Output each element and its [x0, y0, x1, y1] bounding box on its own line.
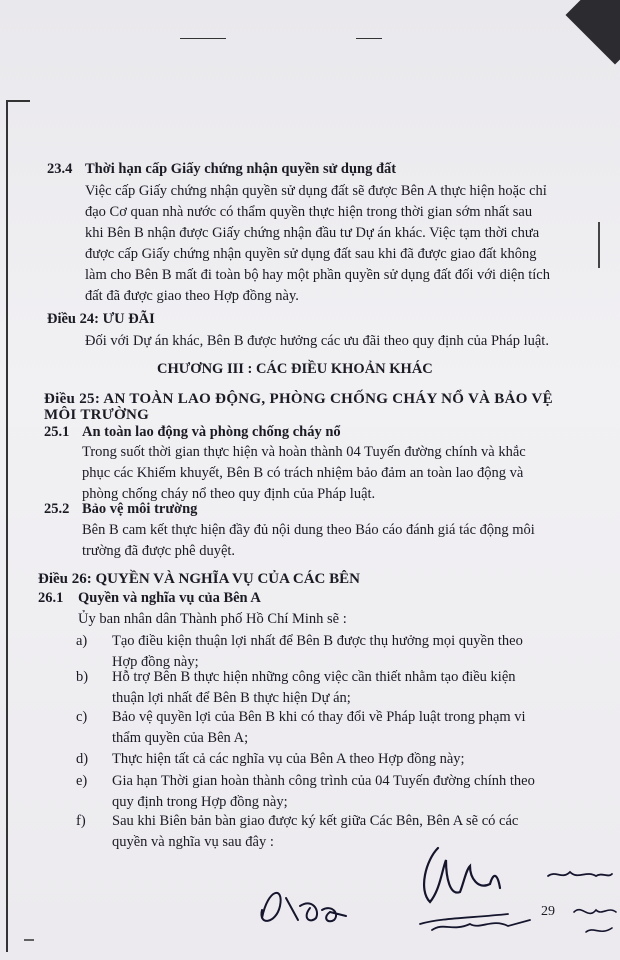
- paragraph-line: Ủy ban nhân dân Thành phố Hồ Chí Minh sẽ :: [78, 611, 347, 627]
- list-letter: f): [76, 813, 86, 829]
- margin-bracket: [6, 100, 30, 952]
- list-item-line: Hỗ trợ Bên B thực hiện những công việc cần thiết nhằm tạo điều kiện: [112, 669, 516, 685]
- section-title: Bảo vệ môi trường: [82, 501, 198, 517]
- header-dash: [180, 38, 226, 39]
- signature-khoa: [261, 893, 346, 921]
- list-item-line: Sau khi Biên bản bàn giao được ký kết giữa Các Bên, Bên A sẽ có các: [112, 813, 519, 829]
- list-letter: e): [76, 773, 88, 789]
- section-number: 23.4: [47, 161, 73, 177]
- paragraph-line: được cấp Giấy chứng nhận quyền sử dụng đất sau khi đã được giao đất không: [85, 246, 537, 262]
- article-heading: Điều 25: AN TOÀN LAO ĐỘNG, PHÒNG CHỐNG CHÁY NỔ VÀ BẢO VỆ: [44, 391, 553, 407]
- paragraph-line: Trong suốt thời gian thực hiện và hoàn thành 04 Tuyến đường chính và khắc: [82, 444, 526, 460]
- initials-bottom-right: [574, 910, 616, 932]
- list-letter: b): [76, 669, 89, 685]
- header-dash: [356, 38, 382, 39]
- section-number: 26.1: [38, 590, 64, 606]
- paragraph-line: Đối với Dự án khác, Bên B được hưởng các ưu đãi theo quy định của Pháp luật.: [85, 333, 549, 349]
- signature-main: [424, 848, 500, 902]
- paragraph-line: đạo Cơ quan nhà nước có thẩm quyền thực hiện trong thời gian sớm nhất sau: [85, 204, 533, 220]
- list-item-line: Bảo vệ quyền lợi của Bên B khi có thay đổi về Pháp luật trong phạm vi: [112, 709, 526, 725]
- signatures: [0, 840, 620, 960]
- initials-top-right: [548, 872, 612, 876]
- section-number: 25.2: [44, 501, 70, 517]
- paragraph-line: làm cho Bên B mất đi toàn bộ hay một phần quyền sử dụng đất đối với diện tích: [85, 267, 550, 283]
- paragraph-line: Việc cấp Giấy chứng nhận quyền sử dụng đất sẽ được Bên A thực hiện hoặc chỉ: [85, 183, 547, 199]
- list-item-line: Thực hiện tất cả các nghĩa vụ của Bên A theo Hợp đồng này;: [112, 751, 465, 767]
- list-item-line: Hợp đồng này;: [112, 654, 199, 670]
- signature-underline: [420, 914, 530, 930]
- background-shadow: [566, 0, 620, 64]
- article-heading: Điều 26: QUYỀN VÀ NGHĨA VỤ CỦA CÁC BÊN: [38, 571, 360, 587]
- paragraph-line: đất đã được giao theo Hợp đồng này.: [85, 288, 299, 304]
- article-heading: MÔI TRƯỜNG: [44, 407, 150, 423]
- list-item-line: quyền và nghĩa vụ sau đây :: [112, 834, 274, 850]
- chapter-title: CHƯƠNG III : CÁC ĐIỀU KHOẢN KHÁC: [157, 361, 433, 377]
- section-number: 25.1: [44, 424, 70, 440]
- paragraph-line: trường đã được phê duyệt.: [82, 543, 236, 559]
- list-item-line: Gia hạn Thời gian hoàn thành công trình của 04 Tuyến đường chính theo: [112, 773, 535, 789]
- paragraph-line: Bên B cam kết thực hiện đầy đủ nội dung theo Báo cáo đánh giá tác động môi: [82, 522, 535, 538]
- article-heading: Điều 24: ƯU ĐÃI: [47, 311, 155, 327]
- margin-mark: [598, 222, 600, 268]
- list-letter: a): [76, 633, 88, 649]
- page-number: 29: [541, 904, 555, 919]
- list-item-line: thuận lợi nhất để Bên B thực hiện Dự án;: [112, 690, 351, 706]
- paragraph-line: phục các Khiếm khuyết, Bên B có trách nhiệm bảo đảm an toàn lao động và: [82, 465, 524, 481]
- list-item-line: thẩm quyền của Bên A;: [112, 730, 249, 746]
- list-letter: d): [76, 751, 89, 767]
- paragraph-line: phòng chống cháy nổ theo quy định của Pháp luật.: [82, 486, 376, 502]
- list-item-line: Tạo điều kiện thuận lợi nhất để Bên B được thụ hưởng mọi quyền theo: [112, 633, 523, 649]
- paragraph-line: khi Bên B nhận được Giấy chứng nhận đầu tư Dự án khác. Việc tạm thời chưa: [85, 225, 540, 241]
- list-item-line: quy định trong Hợp đồng này;: [112, 794, 288, 810]
- section-title: Thời hạn cấp Giấy chứng nhận quyền sử dụng đất: [85, 161, 397, 177]
- section-title: An toàn lao động và phòng chống cháy nổ: [82, 424, 341, 440]
- section-title: Quyền và nghĩa vụ của Bên A: [78, 590, 261, 606]
- list-letter: c): [76, 709, 88, 725]
